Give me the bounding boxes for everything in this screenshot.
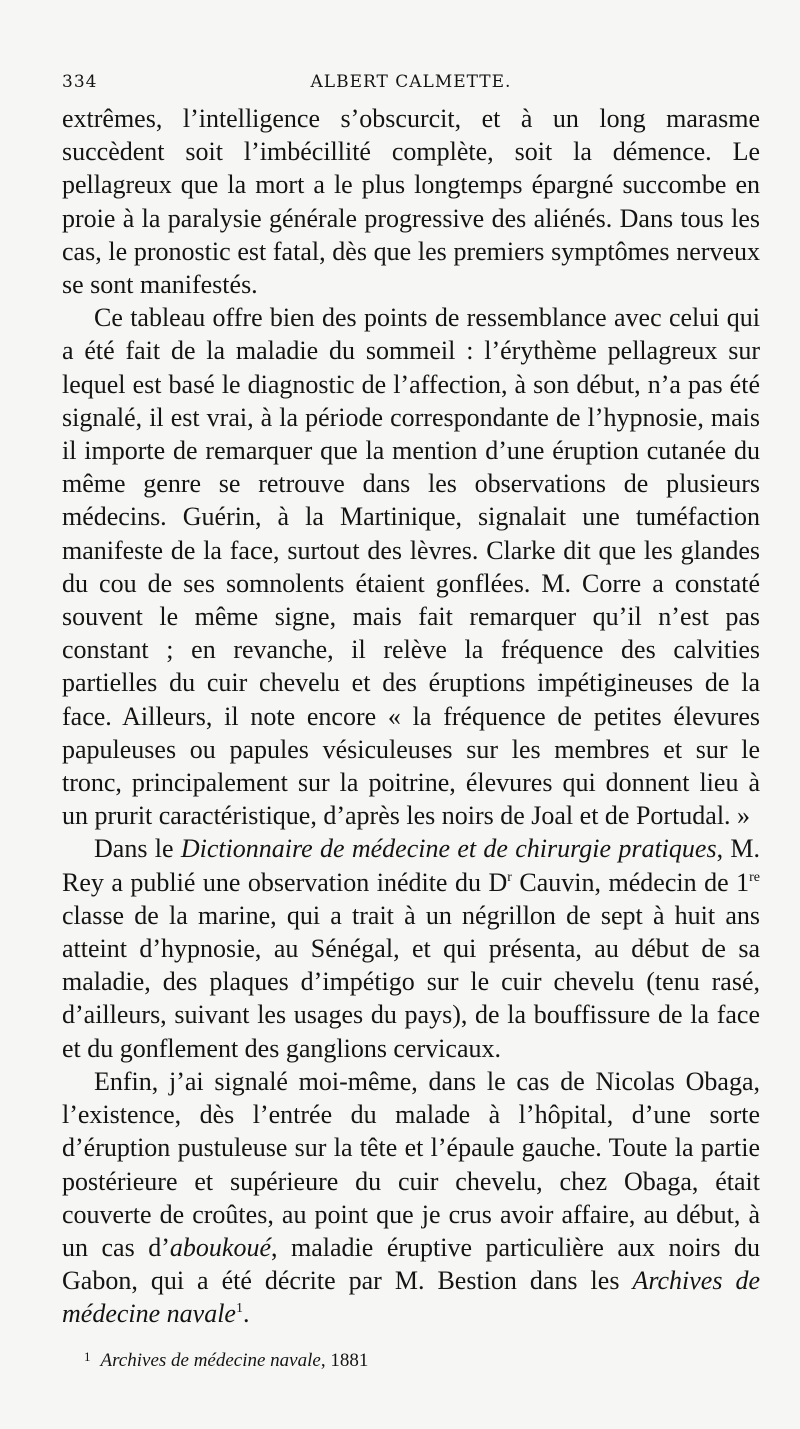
p4-text-c: . bbox=[242, 1299, 250, 1329]
paragraph-1: extrêmes, l’intelligence s’obscurcit, et à un long marasme succèdent soit l’imbécillité complète, soit la démence. Le pellagreux que la mort a le plus longtemps épargné succombe en proie à la paralysie générale progressive des aliénés. Dans tous les cas, le pronostic est fatal, dès que les premiers symptômes nerveux se sont manifestés. bbox=[62, 104, 760, 300]
footnote-journal: Archives de médecine navale bbox=[100, 1349, 321, 1371]
page-header bbox=[62, 72, 760, 102]
p3-text-a: Dans le bbox=[94, 834, 181, 864]
aboukoue-term: aboukoué bbox=[169, 1232, 271, 1262]
paragraph-2: Ce tableau offre bien des points de ressemblance avec celui qui a été fait de la maladie du sommeil : l’érythème pellagreux sur lequel est basé le diagnostic de l’affection, à son début, n’a pas été signalé, il est vrai, à la période correspondante de l’hypnosie, mais il importe de remarquer que la mention d’une éruption cutanée du même genre se retrouve dans les observations de plusieurs médecins. Guérin, à la Martinique, signalait une tuméfaction manifeste de la face, surtout des lèvres. Clarke dit que les glandes du cou de ses somnolents étaient gonflées. M. Corre a constaté souvent le même signe, mais fait remarquer qu’il n’est pas constant ; en revanche, il relève la fréquence des calvities partielles du cuir chevelu et des éruptions impétigineuses de la face. Ailleurs, il note encore « la fréquence de petites élevures papuleuses ou papules vésiculeuses sur les membres et sur le tronc, principalement sur la poitrine, élevures qui donnent lieu à un prurit caractéristique, d’après les noirs de Joal et de Portudal. » bbox=[62, 303, 760, 831]
paragraph-4 bbox=[62, 1065, 760, 1331]
superscript-dr: r bbox=[507, 869, 512, 885]
footnote-mark: 1 bbox=[84, 1348, 91, 1364]
paragraph-3 bbox=[62, 832, 760, 1064]
p3-text-c: Cauvin, médecin de 1 bbox=[511, 867, 750, 897]
p3-text-b: , M. Rey a publié une observation inédite du D bbox=[62, 834, 761, 897]
footnote-year: , 1881 bbox=[320, 1349, 369, 1371]
running-title: ALBERT CALMETTE. bbox=[310, 72, 512, 92]
p3-text-d: classe de la marine, qui a trait à un négrillon de sept à huit ans atteint d’hypnosie, au Sénégal, et qui présenta, au début de sa maladie, des plaques d’impétigo sur le cuir chevelu (tenu rasé, d’ailleurs, suivant les usages du pays), de la bouffissure de la face et du gonflement des ganglions cervicaux. bbox=[62, 900, 760, 1063]
p4-text-b: , maladie éruptive particulière aux noirs du Gabon, qui a été décrite par M. Bestion dans les bbox=[62, 1232, 761, 1296]
p4-text-a: Enfin, j’ai signalé moi-même, dans le cas de Nicolas Obaga, l’existence, dès l’entrée du malade à l’hôpital, d’une sorte d’éruption pustuleuse sur la tête et l’épaule gauche. Toute la partie postérieure et supérieure du cuir chevelu, chez Obaga, était couverte de croûtes, au point que je crus avoir affaire, au début, à un cas d’ bbox=[62, 1066, 760, 1262]
journal-title: Archives de médecine navale bbox=[62, 1266, 760, 1329]
body-text bbox=[62, 102, 760, 1331]
footnote-reference: 1 bbox=[235, 1301, 243, 1317]
footnote bbox=[62, 1345, 760, 1373]
dictionary-title: Dictionnaire de médecine et de chirurgie pratiques bbox=[180, 834, 717, 864]
superscript-1re: re bbox=[749, 869, 761, 885]
page-number: 334 bbox=[62, 72, 98, 92]
